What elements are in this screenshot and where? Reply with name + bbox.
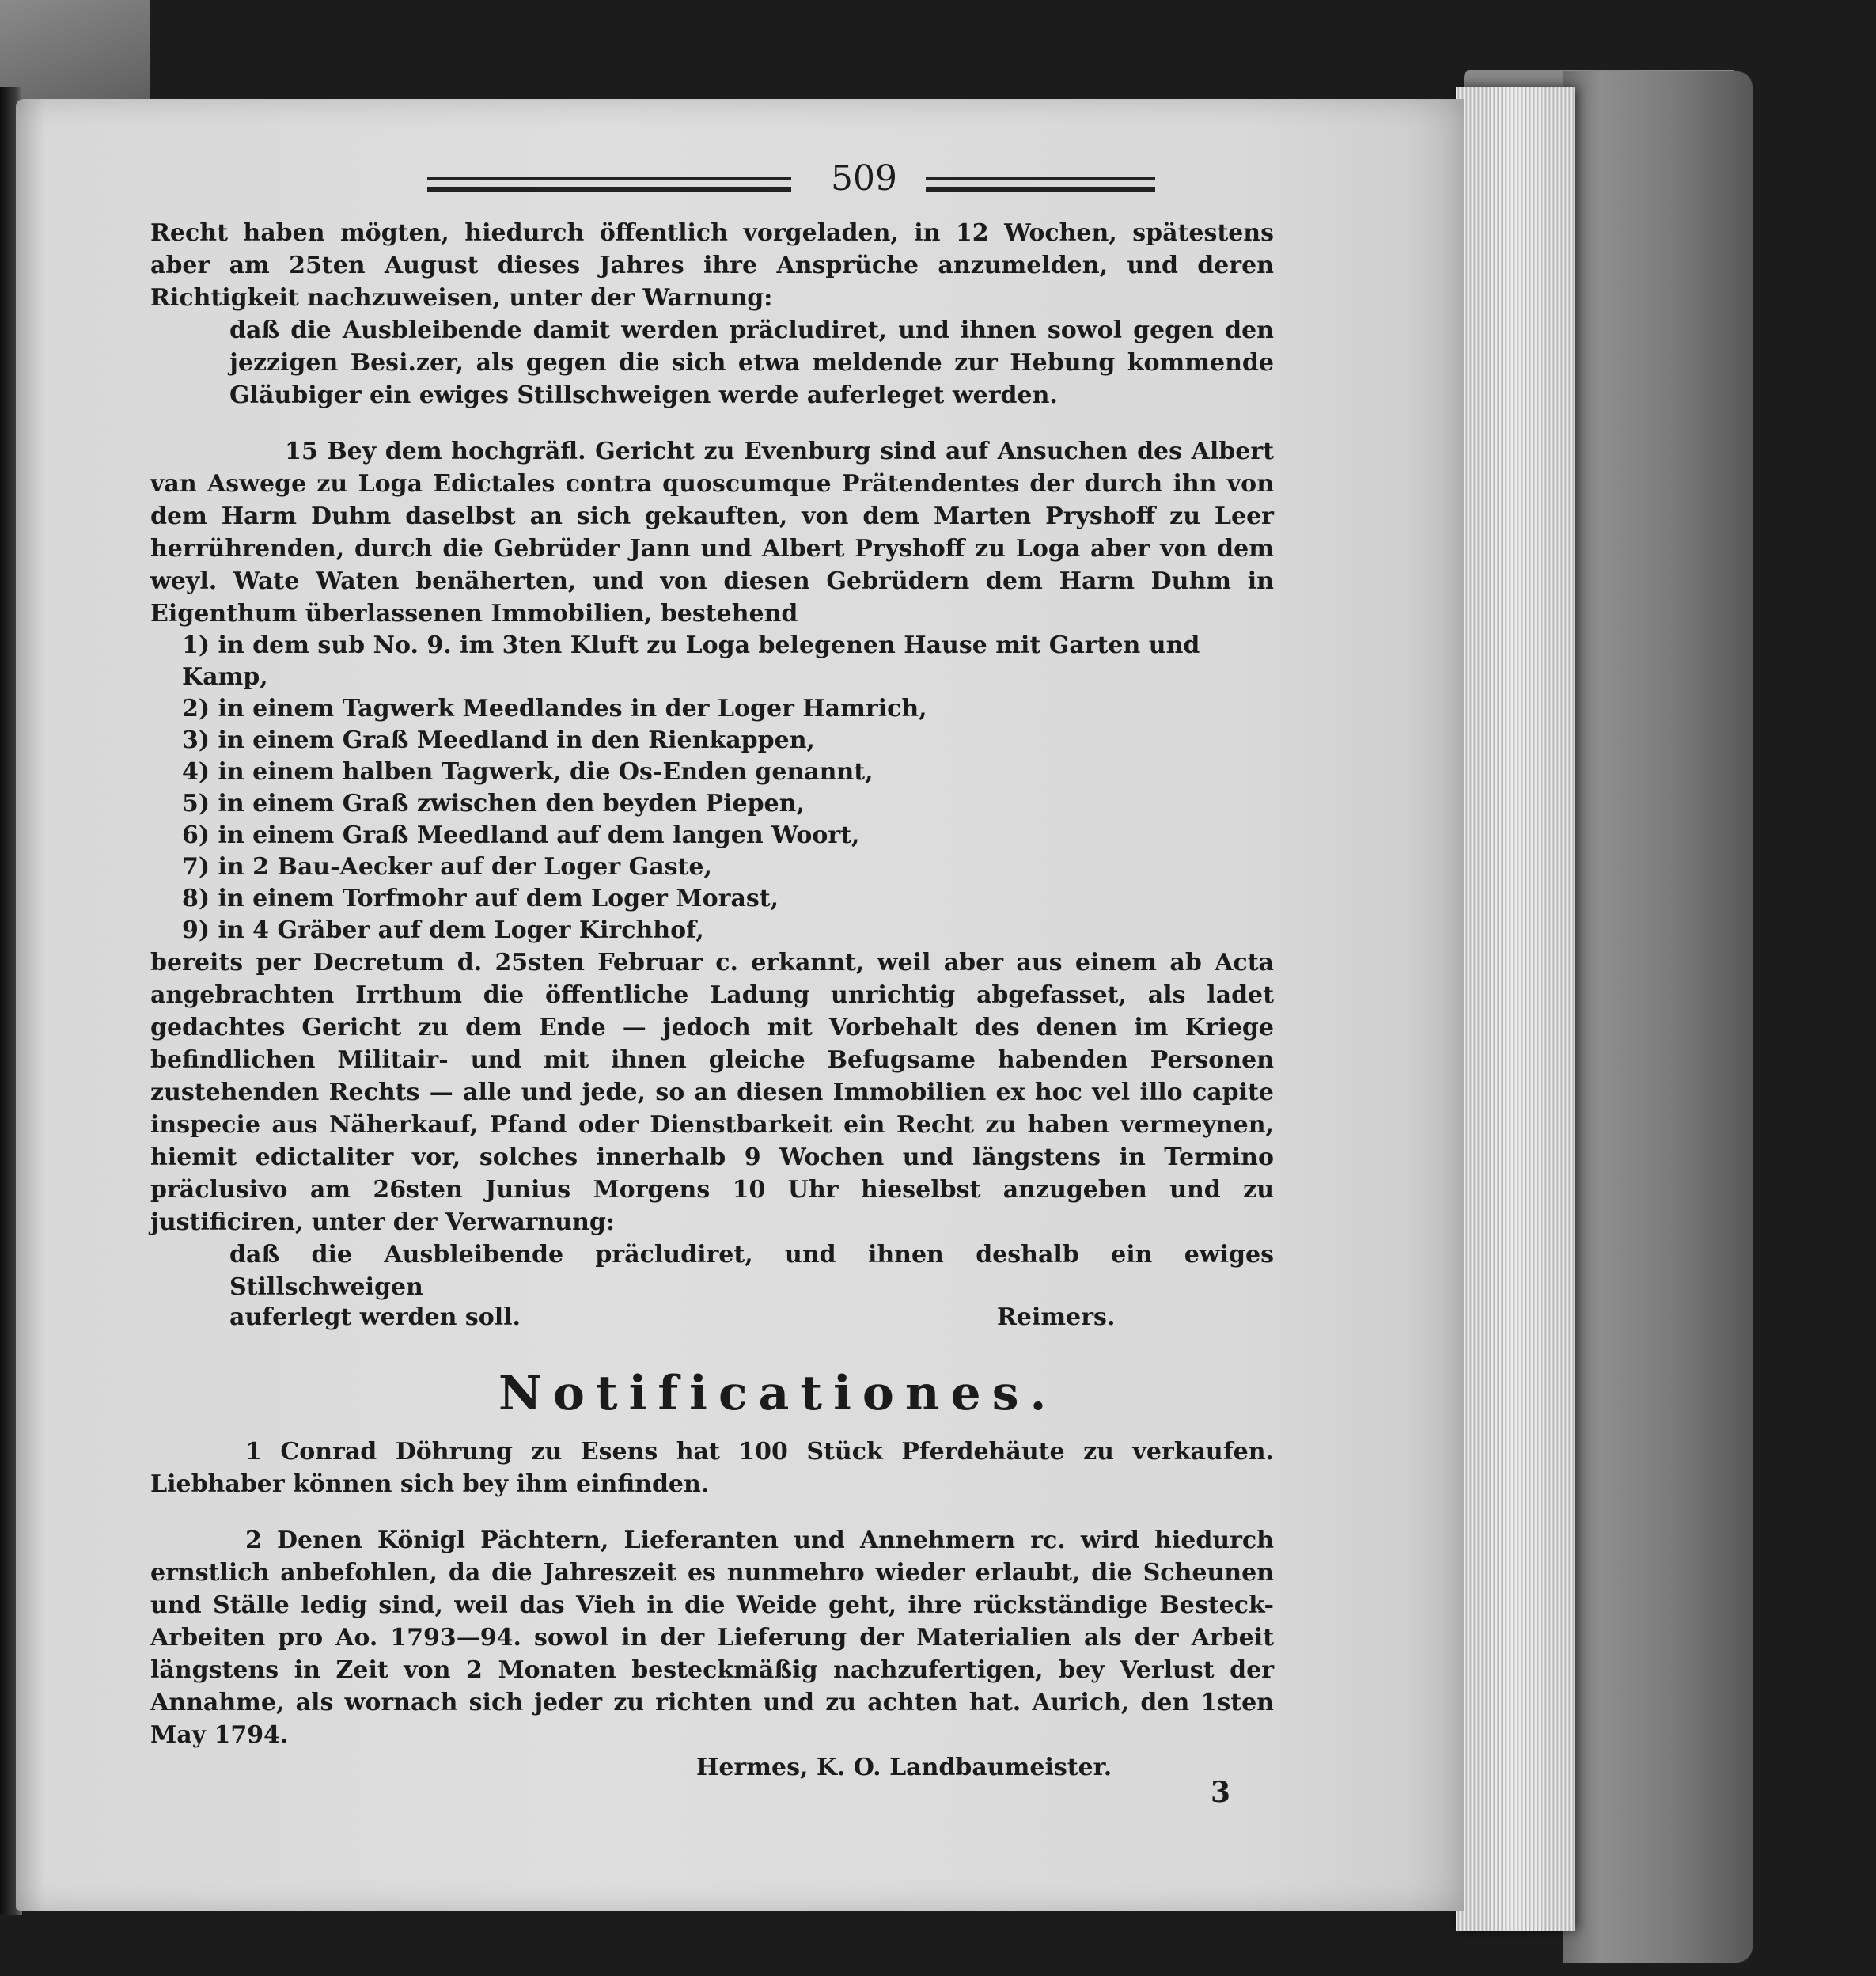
- section-heading: Notificationes.: [498, 1366, 1058, 1421]
- list-item: 7) in 2 Bau-Aecker auf der Loger Gaste,: [182, 853, 712, 881]
- header-rule-right: [926, 177, 1155, 192]
- list-item: 9) in 4 Gräber auf dem Loger Kirchhof,: [182, 916, 704, 944]
- list-item: 2) in einem Tagwerk Meedlandes in der Loger Hamrich,: [182, 695, 927, 723]
- book-cover-right: [1563, 71, 1753, 1963]
- item-15-body: bereits per Decretum d. 25sten Februar c. erkannt, weil aber aus einem ab Acta angebrachten Irrthum die öffentliche Ladung unrichtig abgefasset, als ladet gedachtes Gericht zu dem Ende — jedoch mit Vorbehalt des denen im Kriege befindlichen Militair- und mit ihnen gleiche Befugsame habenden Personen zustehenden Rechts — alle und jede, so an diesen Immobilien ex hoc vel illo capite inspecie aus Näherkauf, Pfand oder Dienstbarkeit ein Recht zu haben vermeynen, hiemit edictaliter vor, solches innerhalb 9 Wochen und längstens in Termino präclusivo am 26sten Junius Morgens 10 Uhr hieselbst anzugeben und zu justificiren, unter der Verwarnung:: [150, 949, 1274, 1236]
- catchword-text: 3: [1211, 1776, 1231, 1809]
- list-item: 5) in einem Graß zwischen den beyden Piepen,: [182, 790, 805, 817]
- item-15-intro: 15 Bey dem hochgräfl. Gericht zu Evenburg sind auf Ansuchen des Albert van Aswege zu Loga Edictales contra quoscumque Prätendentes der durch ihn von dem Harm Duhm daselbst an sich gekauften, von dem Marten Pryshoff zu Leer herrührenden, durch die Gebrüder Jann und Albert Pryshoff zu Loga aber von dem weyl. Wate Waten benäherten, und von diesen Gebrüdern dem Harm Duhm in Eigenthum überlassenen Immobilien, bestehend: [150, 438, 1274, 628]
- list-item: 1) in dem sub No. 9. im 3ten Kluft zu Loga belegenen Hause mit Garten und Kamp,: [182, 631, 1200, 691]
- item-15-signer: Reimers.: [997, 1303, 1116, 1331]
- catchword: [150, 1776, 1274, 1815]
- header-rule-left: [427, 177, 791, 192]
- property-list: [150, 630, 1274, 946]
- notice-2-signature: Hermes, K. O. Landbaumeister.: [696, 1754, 1112, 1781]
- list-item: 3) in einem Graß Meedland in den Rienkappen,: [182, 726, 815, 754]
- page-content: [150, 158, 1274, 1815]
- item-15-warning-line-1: daß die Ausbleibende präcludiret, und ihnen deshalb ein ewiges Stillschweigen: [229, 1241, 1274, 1301]
- list-item: 6) in einem Graß Meedland auf dem langen Woort,: [182, 821, 860, 849]
- notice-2: 2 Denen Königl Pächtern, Lieferanten und Annehmern rc. wird hiedurch ernstlich anbefohlen, da die Jahreszeit es nunmehro wieder erlaubt, die Scheunen und Ställe ledig sind, weil das Vieh in die Weide geht, ihre rückständige Besteck-Arbeiten pro Ao. 1793—94. sowol in der Lieferung der Materialien als der Arbeit längstens in Zeit von 2 Monaten besteckmäßig nachzufertigen, bey Verlust der Annahme, als wornach sich jeder zu richten und zu achten hat. Aurich, den 1sten May 1794.: [150, 1527, 1274, 1749]
- page-number: 509: [831, 158, 897, 199]
- list-item: 8) in einem Torfmohr auf dem Loger Morast,: [182, 885, 779, 912]
- page-stack-edge: [1456, 87, 1575, 1931]
- item-15-warning-line-2: auferlegt werden soll.: [229, 1303, 521, 1331]
- intro-warning: daß die Ausbleibende damit werden präcludiret, und ihnen sowol gegen den jezzigen Besi.zer, als gegen die sich etwa meldende zur Hebung kommende Gläubiger ein ewiges Stillschweigen werde auferleget werden.: [229, 317, 1274, 409]
- intro-paragraph: Recht haben mögten, hiedurch öffentlich vorgeladen, in 12 Wochen, spätestens aber am 25ten August dieses Jahres ihre Ansprüche anzumelden, und deren Richtigkeit nachzuweisen, unter der Warnung:: [150, 219, 1274, 312]
- page-header: [150, 158, 1274, 209]
- list-item: 4) in einem halben Tagwerk, die Os-Enden genannt,: [182, 758, 874, 786]
- item-15-closing: [150, 1303, 1274, 1336]
- notice-1: 1 Conrad Döhrung zu Esens hat 100 Stück Pferdehäute zu verkaufen. Liebhaber können sich bey ihm einfinden.: [150, 1438, 1274, 1498]
